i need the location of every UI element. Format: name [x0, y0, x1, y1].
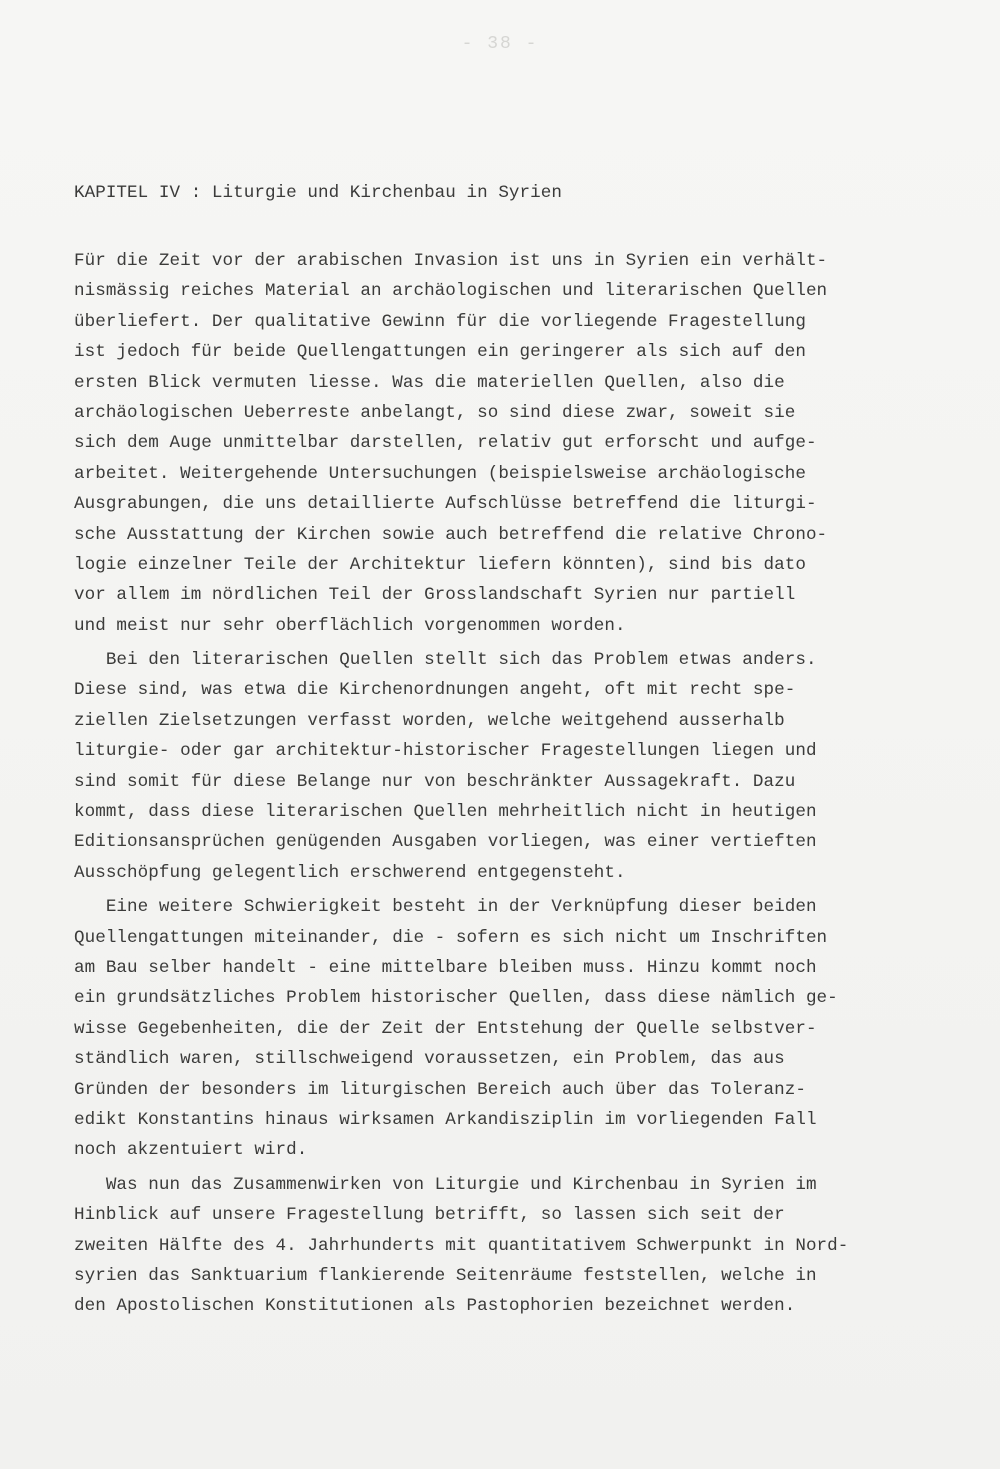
- paragraph-3-line-4: ein grundsätzliches Problem historischer Quellen, dass diese nämlich ge-: [74, 988, 838, 1009]
- paragraph-3: [74, 892, 904, 1166]
- paragraph-1-line-3: überliefert. Der qualitative Gewinn für die vorliegende Fragestellung: [74, 311, 806, 332]
- text-block: [74, 178, 904, 1326]
- paragraph-1-line-11: logie einzelner Teile der Architektur liefern könnten), sind bis dato: [74, 554, 806, 575]
- chapter-title: KAPITEL IV : Liturgie und Kirchenbau in Syrien: [74, 183, 562, 203]
- paragraph-1-line-9: Ausgrabungen, die uns detaillierte Aufschlüsse betreffend die liturgi-: [74, 494, 817, 515]
- paragraph-2-line-2: Diese sind, was etwa die Kirchenordnungen angeht, oft mit recht spe-: [74, 680, 796, 701]
- paragraph-3-line-8: edikt Konstantins hinaus wirksamen Arkandisziplin im vorliegenden Fall: [74, 1109, 817, 1130]
- paragraph-4-line-1: Was nun das Zusammenwirken von Liturgie und Kirchenbau in Syrien im: [74, 1174, 817, 1195]
- paragraph-1-line-1: Für die Zeit vor der arabischen Invasion ist uns in Syrien ein verhält-: [74, 251, 828, 271]
- paragraph-3-line-7: Gründen der besonders im liturgischen Bereich auch über das Toleranz-: [74, 1079, 806, 1100]
- paragraph-4-line-4: syrien das Sanktuarium flankierende Seitenräume feststellen, welche in: [74, 1265, 817, 1286]
- paragraph-1-line-4: ist jedoch für beide Quellengattungen ein geringerer als sich auf den: [74, 342, 806, 363]
- paragraph-2-line-8: Ausschöpfung gelegentlich erschwerend entgegensteht.: [74, 862, 626, 883]
- paragraph-2: [74, 645, 904, 888]
- paragraph-3-line-9: noch akzentuiert wird.: [74, 1140, 308, 1161]
- paragraph-4-line-5: den Apostolischen Konstitutionen als Pastophorien bezeichnet werden.: [74, 1296, 796, 1317]
- paragraph-2-line-3: ziellen Zielsetzungen verfasst worden, welche weitgehend ausserhalb: [74, 710, 785, 731]
- paragraph-1-line-7: sich dem Auge unmittelbar darstellen, relativ gut erforscht und aufge-: [74, 433, 817, 454]
- paragraph-1-line-5: ersten Blick vermuten liesse. Was die materiellen Quellen, also die: [74, 372, 785, 393]
- paragraph-1-line-2: nismässig reiches Material an archäologischen und literarischen Quellen: [74, 281, 828, 302]
- page-number: - 38 -: [461, 34, 539, 54]
- paragraph-1-line-10: sche Ausstattung der Kirchen sowie auch betreffend die relative Chrono-: [74, 524, 828, 545]
- paragraph-2-line-1: Bei den literarischen Quellen stellt sich das Problem etwas anders.: [74, 650, 817, 671]
- paragraph-3-line-2: Quellengattungen miteinander, die - sofern es sich nicht um Inschriften: [74, 927, 828, 948]
- paragraph-4: [74, 1170, 904, 1322]
- paragraph-2-line-6: kommt, dass diese literarischen Quellen mehrheitlich nicht in heutigen: [74, 802, 817, 823]
- paragraph-1-line-6: archäologischen Ueberreste anbelangt, so sind diese zwar, soweit sie: [74, 402, 796, 423]
- paragraph-2-line-5: sind somit für diese Belange nur von beschränkter Aussagekraft. Dazu: [74, 771, 796, 792]
- paragraph-3-line-5: wisse Gegebenheiten, die der Zeit der Entstehung der Quelle selbstver-: [74, 1018, 817, 1039]
- paragraph-4-line-3: zweiten Hälfte des 4. Jahrhunderts mit quantitativem Schwerpunkt in Nord-: [74, 1235, 849, 1256]
- paragraph-4-line-2: Hinblick auf unsere Fragestellung betrifft, so lassen sich seit der: [74, 1205, 785, 1226]
- paragraph-3-line-1: Eine weitere Schwierigkeit besteht in der Verknüpfung dieser beiden: [74, 897, 817, 918]
- paragraph-2-line-7: Editionsansprüchen genügenden Ausgaben vorliegen, was einer vertieften: [74, 832, 817, 853]
- paragraph-2-line-4: liturgie- oder gar architektur-historischer Fragestellungen liegen und: [74, 741, 817, 762]
- paragraph-3-line-3: am Bau selber handelt - eine mittelbare bleiben muss. Hinzu kommt noch: [74, 957, 817, 978]
- paragraph-1: [74, 246, 904, 641]
- paragraph-3-line-6: ständlich waren, stillschweigend voraussetzen, ein Problem, das aus: [74, 1049, 785, 1070]
- paragraph-1-line-8: arbeitet. Weitergehende Untersuchungen (beispielsweise archäologische: [74, 463, 806, 484]
- paragraph-1-line-12: vor allem im nördlichen Teil der Grosslandschaft Syrien nur partiell: [74, 585, 796, 606]
- paragraph-1-line-13: und meist nur sehr oberflächlich vorgenommen worden.: [74, 615, 626, 636]
